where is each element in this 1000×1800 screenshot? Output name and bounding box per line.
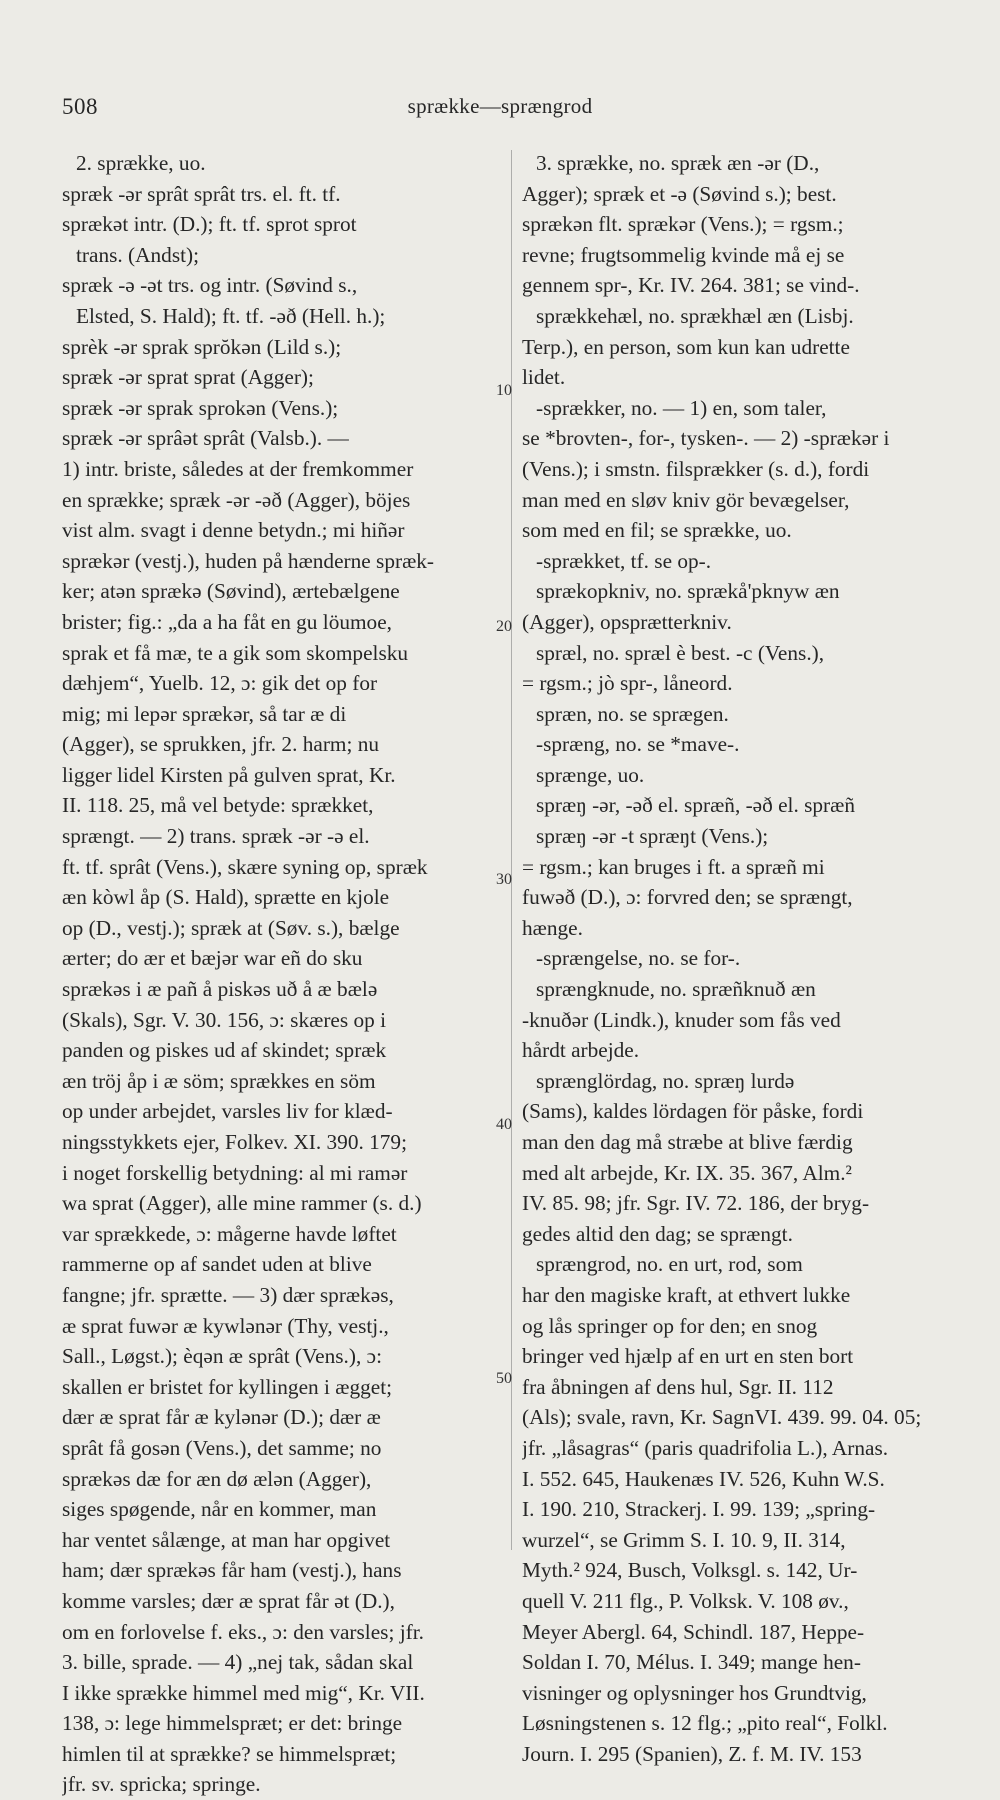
line-number-40: 40 (496, 1116, 512, 1133)
text-line: i noget forskellig betydning: al mi ramər (62, 1160, 408, 1185)
text-line: trans. (Andst); (76, 242, 200, 267)
text-line: se *brovten-, for-, tysken-. — 2) -sprækər i (522, 426, 890, 451)
text-line: spræk -ər sprâət sprât (Valsb.). — (62, 426, 349, 451)
text-line: har ventet sålænge, at man har opgivet (62, 1527, 391, 1552)
text-line: spræk -ər sprak sprokən (Vens.); (62, 395, 339, 420)
text-line: ærter; do ær et bæjər war eñ do sku (62, 946, 363, 971)
running-head: sprække—sprængrod (407, 94, 593, 118)
text-line: (Vens.); i smstn. filsprækker (s. d.), fordi (522, 456, 870, 481)
text-line: sprænge, uo. (536, 762, 645, 787)
text-line: spræk -ər sprat sprat (Agger); (62, 365, 314, 390)
text-line: sprænglördag, no. spræŋ lurdə (536, 1068, 795, 1093)
text-line: spræn, no. se sprægen. (536, 701, 729, 726)
text-line: komme varsles; dær æ sprat får ət (D.), (62, 1588, 395, 1613)
text-line: Elsted, S. Hald); ft. tf. -əð (Hell. h.); (76, 303, 386, 328)
text-line: Journ. I. 295 (Spanien), Z. f. M. IV. 153 (522, 1741, 862, 1766)
text-line: sprækopkniv, no. sprækå'pknyw æn (536, 579, 840, 604)
text-line: æn kòwl åp (S. Hald), sprætte en kjole (62, 885, 390, 910)
text-line: man med en sløv kniv gör bevægelser, (522, 487, 850, 512)
text-line: sprækən flt. sprækər (Vens.); = rgsm.; (522, 212, 844, 237)
page-number: 508 (62, 94, 98, 119)
text-line: -knuðər (Lindk.), knuder som fås ved (522, 1007, 841, 1032)
text-line: sprak et få mæ, te a gik som skompelsku (62, 640, 409, 665)
text-line: jfr. sv. spricka; springe. (62, 1772, 261, 1797)
text-line: panden og piskes ud af skindet; spræk (62, 1038, 387, 1063)
text-line: sprækər (vestj.), huden på hænderne spræk- (62, 548, 435, 573)
text-line: I. 190. 210, Strackerj. I. 99. 139; „spring- (522, 1497, 876, 1522)
text-line: wa sprat (Agger), alle mine rammer (s. d.) (62, 1191, 422, 1216)
text-line: hårdt arbejde. (522, 1038, 640, 1063)
text-line: skallen er bristet for kyllingen i ægget; (62, 1374, 393, 1399)
text-line: I. 552. 645, Haukenæs IV. 526, Kuhn W.S. (522, 1466, 885, 1491)
text-line: visninger og oplysninger hos Grundtvig, (522, 1680, 867, 1705)
text-line: 1) intr. briste, således at der fremkommer (62, 456, 414, 481)
text-line: en sprække; spræk -ər -əð (Agger), böjes (62, 487, 411, 512)
text-line: -spræng, no. se *mave-. (536, 732, 740, 757)
text-line: sprât få gosən (Vens.), det samme; no (62, 1435, 382, 1460)
text-line: Sall., Løgst.); èqən æ sprât (Vens.), ɔ: (62, 1344, 382, 1369)
text-line: spræk -ər sprât sprât trs. el. ft. tf. (62, 181, 341, 206)
text-line: med alt arbejde, Kr. IX. 35. 367, Alm.² (522, 1160, 852, 1185)
text-line: som med en fil; se sprække, uo. (522, 518, 792, 543)
line-number-10: 10 (496, 382, 512, 399)
text-line: ker; atən sprækə (Søvind), ærtebælgene (62, 579, 400, 604)
text-line: sprækəs i æ pañ å piskəs uð å æ bælə (62, 977, 378, 1002)
text-line: (Skals), Sgr. V. 30. 156, ɔ: skæres op i (62, 1007, 387, 1032)
text-line: Løsningstenen s. 12 flg.; „pito real“, Folkl. (522, 1711, 888, 1736)
text-line: Terp.), en person, som kun kan udrette (522, 334, 850, 359)
text-line: sprængrod, no. en urt, rod, som (536, 1252, 803, 1277)
text-line: op (D., vestj.); spræk at (Søv. s.), bælge (62, 915, 400, 940)
text-line: sprèk -ər sprak sprŏkən (Lild s.); (62, 334, 342, 359)
text-line: -sprækker, no. — 1) en, som taler, (536, 395, 827, 420)
text-line: revne; frugtsommelig kvinde må ej se (522, 242, 845, 267)
text-line: gedes altid den dag; se sprængt. (522, 1221, 793, 1246)
text-line: ft. tf. sprât (Vens.), skære syning op, spræk (62, 854, 428, 879)
text-line: sprækkehæl, no. sprækhæl æn (Lisbj. (536, 303, 854, 328)
text-line: brister; fig.: „da a ha fåt en gu löumoe, (62, 609, 392, 634)
text-line: om en forlovelse f. eks., ɔ: den varsles; jfr. (62, 1619, 424, 1644)
text-line: æn tröj åp i æ söm; sprækkes en söm (62, 1068, 376, 1093)
text-line: (Als); svale, ravn, Kr. SagnVI. 439. 99. 04. 05; (522, 1405, 922, 1430)
text-line: rammerne op af sandet uden at blive (62, 1252, 372, 1277)
text-line: 3. sprække, no. spræk æn -ər (D., (536, 151, 820, 175)
text-line: dæhjem“, Yuelb. 12, ɔ: gik det op for (62, 671, 378, 696)
text-line: ligger lidel Kirsten på gulven sprat, Kr. (62, 762, 396, 787)
text-line: lidet. (522, 365, 566, 390)
text-line: hænge. (522, 915, 583, 940)
text-line: bringer ved hjælp af en urt en sten bort (522, 1344, 854, 1369)
text-line: spræŋ -ər, -əð el. spræñ, -əð el. spræñ (536, 793, 856, 818)
text-line: -sprækket, tf. se op-. (536, 548, 712, 573)
line-number-50: 50 (496, 1370, 512, 1387)
text-line: II. 118. 25, må vel betyde: sprækket, (62, 793, 374, 818)
left-column (62, 148, 514, 1800)
text-line: (Agger), se sprukken, jfr. 2. harm; nu (62, 732, 380, 757)
text-line: har den magiske kraft, at ethvert lukke (522, 1282, 851, 1307)
text-line: (Sams), kaldes lördagen för påske, fordi (522, 1099, 864, 1124)
text-line: spræk -ə -ət trs. og intr. (Søvind s., (62, 273, 358, 298)
text-line: gennem spr-, Kr. IV. 264. 381; se vind-. (522, 273, 860, 298)
text-line: jfr. „låsagras“ (paris quadrifolia L.), Arnas. (522, 1435, 889, 1460)
text-line: I ikke sprække himmel med mig“, Kr. VII. (62, 1680, 425, 1705)
text-line: vist alm. svagt i denne betydn.; mi hiñər (62, 518, 405, 543)
text-line: 3. bille, sprade. — 4) „nej tak, sådan skal (62, 1650, 414, 1675)
text-line: siges spøgende, når en kommer, man (62, 1497, 377, 1522)
text-line: æ sprat fuwər æ kywlənər (Thy, vestj., (62, 1313, 389, 1338)
text-line: spræŋ -ər -t spræŋt (Vens.); (536, 824, 769, 849)
text-line: = rgsm.; jò spr-, låneord. (522, 671, 733, 696)
text-line: spræl, no. spræl è best. -c (Vens.), (536, 640, 825, 665)
text-line: sprængt. — 2) trans. spræk -ər -ə el. (62, 824, 370, 849)
text-line: fuwəð (D.), ɔ: forvred den; se sprængt, (522, 885, 853, 910)
text-line: 138, ɔ: lege himmelspræt; er det: bringe (62, 1711, 403, 1736)
text-line: sprængknude, no. spræñknuð æn (536, 977, 816, 1002)
line-number-20: 20 (496, 618, 512, 635)
text-line: Agger); spræk et -ə (Søvind s.); best. (522, 181, 837, 206)
text-line: himlen til at sprække? se himmelspræt; (62, 1741, 397, 1766)
text-line: (Agger), opsprætterkniv. (522, 609, 732, 634)
right-column (522, 148, 952, 1769)
text-line: dær æ sprat får æ kylənər (D.); dær æ (62, 1405, 381, 1430)
text-line: ningsstykkets ejer, Folkev. XI. 390. 179; (62, 1130, 407, 1154)
text-line: var sprækkede, ɔ: mågerne havde løftet (62, 1221, 397, 1246)
text-line: fra åbningen af dens hul, Sgr. II. 112 (522, 1374, 834, 1399)
text-line: Myth.² 924, Busch, Volksgl. s. 142, Ur- (522, 1558, 858, 1583)
line-number-30: 30 (496, 871, 512, 888)
text-line: sprækət intr. (D.); ft. tf. sprot sprot (62, 212, 357, 237)
text-line: man den dag må stræbe at blive færdig (522, 1130, 853, 1154)
text-line: Soldan I. 70, Mélus. I. 349; mange hen- (522, 1650, 861, 1675)
text-line: fangne; jfr. sprætte. — 3) dær sprækəs, (62, 1282, 394, 1307)
text-line: = rgsm.; kan bruges i ft. a spræñ mi (522, 854, 825, 879)
text-line: quell V. 211 flg., P. Volksk. V. 108 øv., (522, 1588, 849, 1613)
text-line: -sprængelse, no. se for-. (536, 946, 741, 971)
text-line: Meyer Abergl. 64, Schindl. 187, Heppe- (522, 1619, 865, 1644)
text-line: sprækəs dæ for æn dø ælən (Agger), (62, 1466, 372, 1491)
text-line: wurzel“, se Grimm S. I. 10. 9, II. 314, (522, 1527, 846, 1552)
text-line: og lås springer op for den; en snog (522, 1313, 818, 1338)
text-line: op under arbejdet, varsles liv for klæd- (62, 1099, 393, 1124)
text-line: mig; mi lepər sprækər, så tar æ di (62, 701, 347, 726)
text-line: ham; dær sprækəs får ham (vestj.), hans (62, 1558, 402, 1583)
text-line: IV. 85. 98; jfr. Sgr. IV. 72. 186, der bryg- (522, 1191, 870, 1216)
text-line: 2. sprække, uo. (76, 151, 206, 175)
